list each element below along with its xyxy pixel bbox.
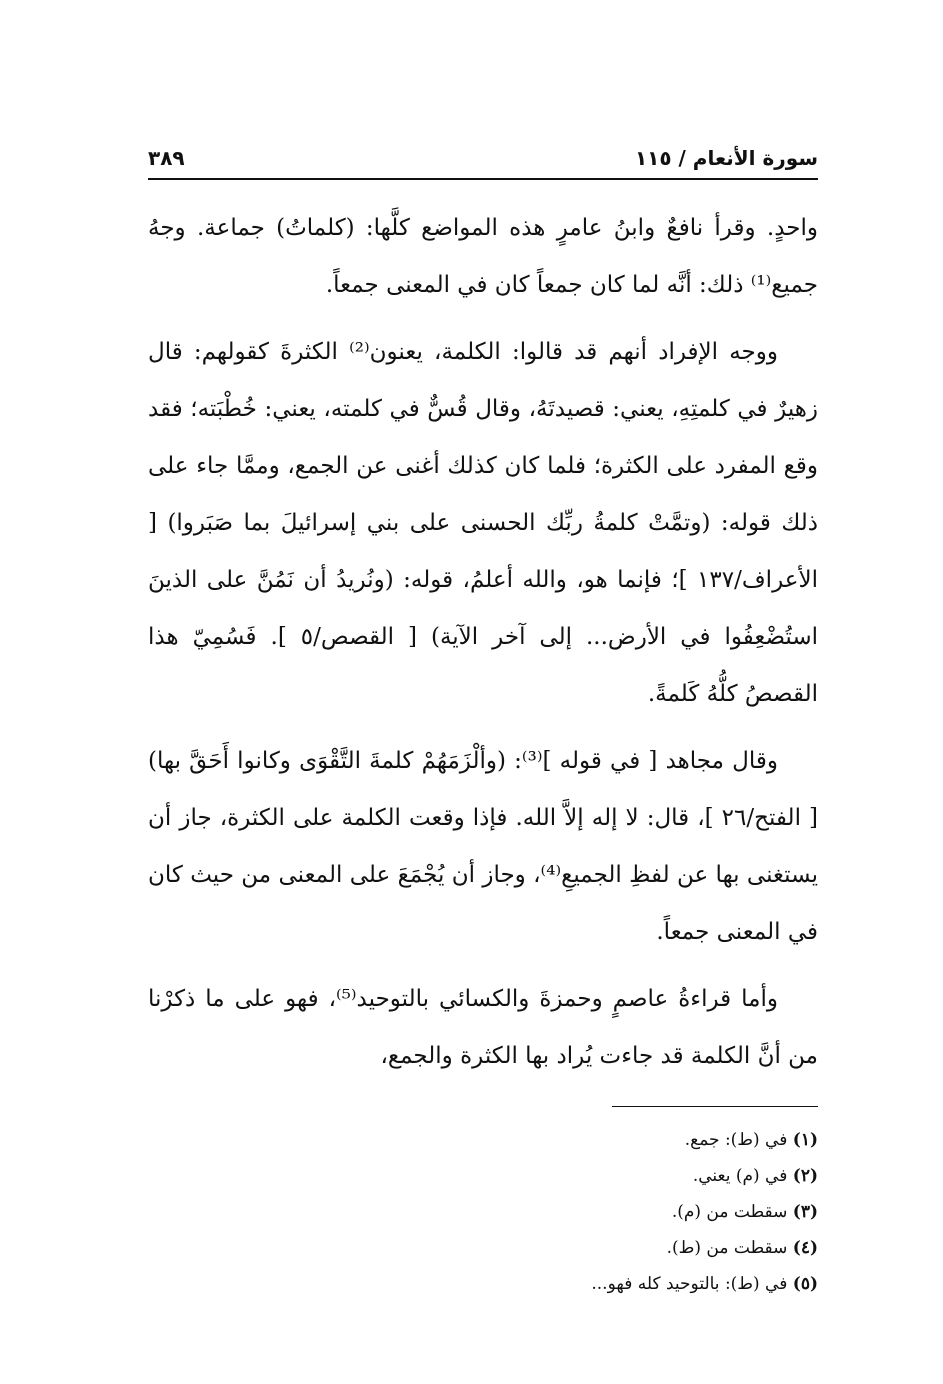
footnote-number: (٣) [792,1202,818,1222]
paragraph: وأما قراءةُ عاصمٍ وحمزةَ والكسائي بالتوحيد⁽⁵⁾، فهو على ما ذكرْنا من أنَّ الكلمة قد جاءت يُراد بها الكثرة والجمع، [148,986,818,1069]
footnote-number: (٤) [792,1238,818,1258]
footnote-text: في (ط): جمع. [684,1130,788,1150]
page-header [148,142,818,176]
running-title: سورة الأنعام / ١١٥ [634,146,818,170]
footnote [148,1158,818,1194]
main-text [148,200,818,1085]
footnote [148,1230,818,1266]
page-number: ٣٨٩ [148,146,185,170]
footnote-text: سقطت من (م). [671,1202,788,1222]
footnote-number: (١) [792,1130,818,1150]
footnote-rule [612,1106,818,1107]
paragraph: ووجه الإفراد أنهم قد قالوا: الكلمة، يعنون⁽²⁾ الكثرةَ كقولهم: قال زهيرٌ في كلمتِهِ، يعني: قصيدتَهُ، وقال قُسٌّ في كلمته، يعني: خُطْبَته؛ فقد وقع المفرد على الكثرة؛ فلما كان كذلك أغنى عن الجمع، وممَّا جاء على ذلك قوله: (وتمَّتْ كلمةُ ربِّك الحسنى على بني إسرائيلَ بما صَبَروا) [ الأعراف/١٣٧ ]؛ فإنما هو، والله أعلمُ، قوله: (ونُريدُ أن نَمُنَّ على الذينَ استُضْعِفُوا في الأرض... إلى آخر الآية) [ القصص/٥ ]. فَسُمِيّ هذا القصصُ كلُّهُ كَلمةً. [148,339,818,707]
header-rule [148,178,818,180]
footnote-text: في (م) يعني. [692,1166,788,1186]
footnote [148,1266,818,1302]
footnote-text: سقطت من (ط). [666,1238,788,1258]
footnotes [148,1122,818,1302]
paragraph: واحدٍ. وقرأ نافعٌ وابنُ عامرٍ هذه المواضع كلَّها: (كلماتُ) جماعة. وجهُ جميع⁽¹⁾ ذلك: أنَّه لما كان جمعاً كان في المعنى جمعاً. [148,215,818,298]
footnote [148,1122,818,1158]
paragraph: وقال مجاهد [ في قوله ]⁽³⁾: (وألْزَمَهُمْ كلمةَ التَّقْوَى وكانوا أَحَقَّ بها) [ الفتح/٢٦ ]، قال: لا إله إلاَّ الله. فإذا وقعت الكلمة على الكثرة، جاز أن يستغنى بها عن لفظِ الجميعِ⁽⁴⁾، وجاز أن يُجْمَعَ على المعنى من حيث كان في المعنى جمعاً. [148,748,818,945]
footnote-number: (٥) [792,1274,818,1294]
footnote-text: في (ط): بالتوحيد كله فهو... [591,1274,788,1294]
footnote [148,1194,818,1230]
footnote-number: (٢) [792,1166,818,1186]
